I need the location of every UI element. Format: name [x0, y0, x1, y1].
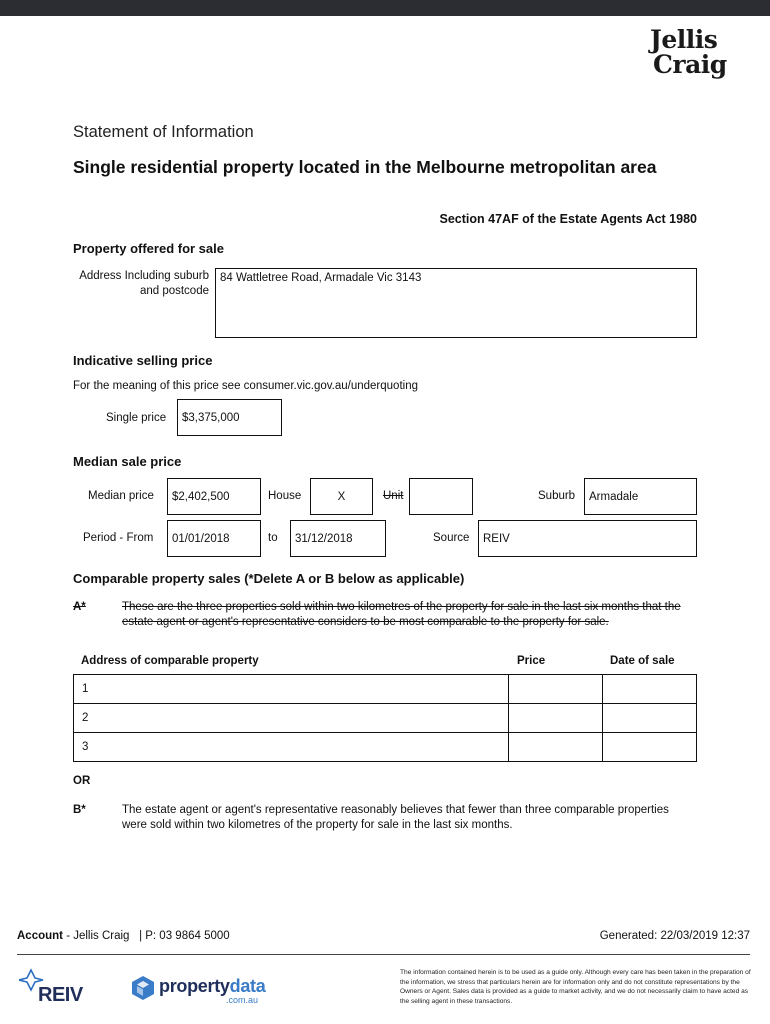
jellis-craig-logo [650, 27, 734, 77]
comparable-price-cell[interactable] [509, 733, 603, 762]
single-price-label: Single price [106, 412, 167, 424]
account-info [17, 930, 230, 942]
propertydata-domain: .com.au [226, 995, 259, 1005]
reiv-logo-text: REIV [38, 984, 83, 1006]
comparable-date-cell[interactable] [603, 704, 697, 733]
propertydata-accent: data [229, 976, 266, 996]
comparable-heading: Comparable property sales (*Delete A or B below as applicable) [73, 571, 465, 586]
option-b-text: The estate agent or agent's representative reasonably believes that fewer than three comparable properties were sold within two kilometres of the property for sale in the last six months. [122, 804, 669, 831]
comparable-address-cell[interactable] [74, 733, 509, 762]
table-row [74, 675, 697, 704]
address-label: Address Including suburb and postcode [79, 270, 209, 297]
median-heading: Median sale price [73, 454, 182, 469]
logo-line-2: Craig [653, 50, 727, 79]
single-price-value: $3,375,000 [182, 411, 240, 424]
address-field[interactable] [215, 268, 697, 338]
comparable-price-cell[interactable] [509, 704, 603, 733]
house-value: X [337, 490, 346, 503]
property-heading: Property offered for sale [73, 241, 224, 256]
comparable-date-cell[interactable] [603, 675, 697, 704]
row-number: 3 [82, 741, 89, 753]
house-label: House [268, 490, 302, 502]
col-price-header: Price [517, 655, 546, 667]
source-value: REIV [483, 532, 510, 545]
row-number: 1 [82, 683, 89, 695]
row-number: 2 [82, 712, 89, 724]
account-label: Account [17, 930, 63, 942]
or-label: OR [73, 775, 91, 787]
table-row [74, 704, 697, 733]
generated-timestamp: Generated: 22/03/2019 12:37 [599, 930, 750, 942]
suburb-value: Armadale [589, 490, 639, 503]
median-price-value: $2,402,500 [172, 490, 230, 503]
propertydata-wordmark [159, 976, 265, 997]
disclaimer-text: The information contained herein is to be used as a guide only. Although every care has been taken in the preparation of the information, we stress that particulars herein are for information only and do not constitute representations by the Owners or Agent. Sales data is provided as a guide to market activity, and we do not necessarily claim to have acted as the selling agent in these transactions. [400, 969, 751, 1005]
option-a-marker: A* [73, 601, 86, 613]
option-b-marker: B* [73, 804, 86, 816]
single-price-field[interactable] [177, 399, 282, 436]
house-field[interactable] [310, 478, 373, 515]
statement-title: Statement of Information [73, 123, 254, 141]
top-bar [0, 0, 770, 16]
propertydata-logo [130, 973, 280, 1007]
account-value: - Jellis Craig [63, 930, 130, 942]
period-from-field[interactable] [167, 520, 261, 557]
median-price-label: Median price [88, 490, 154, 502]
comparable-table [73, 674, 697, 762]
suburb-label: Suburb [538, 490, 576, 502]
period-to-label: to [268, 532, 278, 544]
underquoting-note: For the meaning of this price see consumer.vic.gov.au/underquoting [73, 380, 418, 392]
address-value: 84 Wattletree Road, Armadale Vic 3143 [220, 272, 422, 284]
period-from-value: 01/01/2018 [172, 532, 230, 545]
reiv-logo [19, 968, 89, 1008]
period-to-value: 31/12/2018 [295, 532, 353, 545]
suburb-field[interactable] [584, 478, 697, 515]
page-title: Single residential property located in the Melbourne metropolitan area [73, 157, 657, 177]
source-label: Source [433, 532, 470, 544]
indicative-heading: Indicative selling price [73, 353, 213, 368]
col-date-header: Date of sale [610, 655, 675, 667]
propertydata-main: property [159, 976, 230, 996]
comparable-price-cell[interactable] [509, 675, 603, 704]
source-field[interactable] [478, 520, 697, 557]
phone-number: | P: 03 9864 5000 [139, 930, 230, 942]
unit-label: Unit [383, 490, 404, 502]
option-a-text: These are the three properties sold within two kilometres of the property for sale in the last six months that the estate agent or agent's representative considers to be most comparable to the property for sale. [122, 601, 681, 628]
comparable-date-cell[interactable] [603, 733, 697, 762]
logo-line-1: Jellis [650, 25, 718, 54]
comparable-address-cell[interactable] [74, 704, 509, 733]
median-price-field[interactable] [167, 478, 261, 515]
footer-divider [17, 954, 750, 955]
table-row [74, 733, 697, 762]
period-from-label: Period - From [83, 532, 154, 544]
col-address-header: Address of comparable property [81, 655, 259, 667]
section-act-label: Section 47AF of the Estate Agents Act 1980 [439, 212, 697, 226]
propertydata-hex-icon [130, 975, 156, 1001]
unit-field[interactable] [409, 478, 473, 515]
comparable-address-cell[interactable] [74, 675, 509, 704]
period-to-field[interactable] [290, 520, 386, 557]
